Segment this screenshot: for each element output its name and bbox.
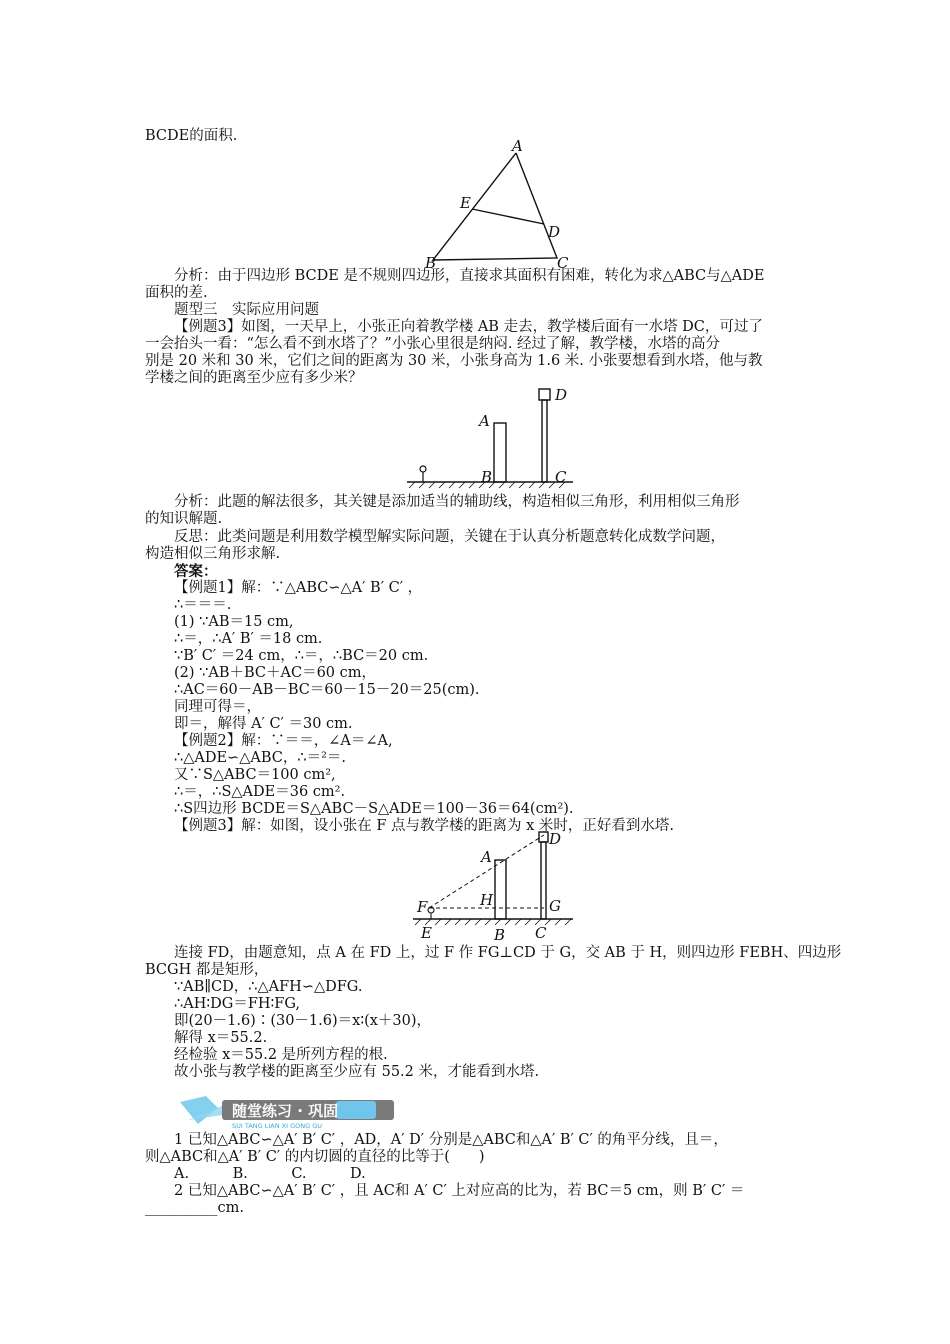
label-D: D [549, 830, 562, 848]
label-B: B [494, 926, 506, 942]
label-C: C [535, 924, 547, 942]
text-line: 分析：此题的解法很多，其关键是添加适当的辅助线，构造相似三角形，利用相似三角形 [174, 494, 740, 510]
text-line: BCGH 都是矩形， [145, 962, 269, 978]
answers-heading: 答案： [174, 563, 218, 580]
text-line: (1) ∵AB＝15 cm, [174, 614, 294, 630]
text-line: 同理可得＝， [174, 699, 261, 715]
answer-blank: __________cm. [145, 1200, 244, 1216]
text-line: 【例题3】解：如图，设小张在 F 点与教学楼的距离为 x 米时，正好看到水塔. [174, 818, 675, 834]
text-line: 【例题3】如图，一天早上，小张正向着教学楼 AB 走去，教学楼后面有一水塔 DC，可过了 [174, 319, 763, 335]
text-line: 【例题1】解：∵△ABC∽△A′ B′ C′ ， [174, 580, 423, 596]
label-C: C [555, 468, 567, 486]
text-line: 经检验 x＝55.2 是所列方程的根. [174, 1047, 388, 1063]
text-line: 即＝，解得 A′ C′ ＝30 cm. [174, 716, 353, 732]
text-line: 即(20－1.6)∶(30－1.6)＝x∶(x＋30)， [174, 1013, 432, 1029]
label-H: H [480, 891, 494, 909]
text-line: 反思：此类问题是利用数学模型解实际问题，关键在于认真分析题意转化成数学问题， [174, 529, 725, 545]
text-line: ∴AH∶DG＝FH∶FG, [174, 996, 301, 1012]
label-A: A [479, 412, 490, 430]
text-line: 解得 x＝55.2. [174, 1030, 268, 1046]
text-line: ∴＝，∴S△ADE＝36 cm². [174, 784, 346, 800]
label-C: C [557, 254, 569, 268]
text-line: ∴＝＝＝. [174, 597, 232, 613]
text-line: ∵B′ C′ ＝24 cm，∴＝，∴BC＝20 cm. [174, 648, 429, 664]
text-line: 连接 FD，由题意知，点 A 在 FD 上，过 F 作 FG⊥CD 于 G，交 AB 于 H，则四边形 FEBH、四边形 [174, 945, 842, 961]
text-line: (2) ∵AB＋BC＋AC＝60 cm， [174, 665, 377, 681]
text-line: ∴＝，∴A′ B′ ＝18 cm. [174, 631, 323, 647]
text-line: 构造相似三角形求解. [145, 546, 281, 562]
label-D: D [555, 386, 568, 404]
solution-figure [405, 830, 590, 942]
text-line: ∵AB∥CD，∴△AFH∽△DFG. [174, 979, 363, 995]
text-line: 的知识解题. [145, 511, 223, 527]
text-line: 【例题2】解：∵＝＝，∠A＝∠A, [174, 733, 393, 749]
text-line: ∴△ADE∽△ABC，∴＝²＝. [174, 750, 346, 766]
text-line: ∴S四边形 BCDE＝S△ABC－S△ADE＝100－36＝64(cm²). [174, 801, 574, 817]
answer-options: A. B. C. D. [174, 1166, 366, 1182]
text-line: BCDE的面积. [145, 128, 238, 144]
text-line: 别是 20 米和 30 米，它们之间的距离为 30 米，小张身高为 1.6 米. 小张要想看到水塔，他与教 [145, 353, 763, 369]
text-line: 又∵S△ABC＝100 cm², [174, 767, 336, 783]
building-tower-figure [395, 383, 605, 493]
text-line: 面积的差. [145, 285, 208, 301]
label-F: F [417, 898, 428, 916]
question-1: 1 已知△ABC∽△A′ B′ C′ ，AD，A′ D′ 分别是△ABC和△A′ B′ C′ 的角平分线，且＝， [174, 1132, 728, 1148]
label-A: A [481, 848, 492, 866]
text-line: 分析：由于四边形 BCDE 是不规则四边形，直接求其面积有困难，转化为求△ABC与△ADE [174, 268, 765, 284]
banner-pinyin: SUI TANG LIAN XI GONG GU [232, 1122, 323, 1130]
banner-title: 随堂练习 · 巩固 [232, 1102, 339, 1120]
text-line: 则△ABC和△A′ B′ C′ 的内切圆的直径的比等于( ) [145, 1149, 485, 1165]
label-G: G [549, 897, 561, 915]
question-2: 2 已知△ABC∽△A′ B′ C′ ，且 AC和 A′ C′ 上对应高的比为，若 BC＝5 cm，则 B′ C′ ＝ [174, 1183, 745, 1199]
label-B: B [481, 468, 493, 486]
label-E: E [421, 924, 432, 942]
text-line: 学楼之间的距离至少应有多少米？ [145, 370, 363, 386]
label-A: A [512, 140, 523, 155]
text-line: 故小张与教学楼的距离至少应有 55.2 米，才能看到水塔. [174, 1064, 540, 1080]
triangle-figure [420, 140, 580, 268]
label-E: E [460, 194, 471, 212]
label-B: B [425, 254, 437, 268]
practice-banner [178, 1094, 400, 1130]
label-D: D [548, 223, 561, 241]
text-line: ∴AC＝60－AB－BC＝60－15－20＝25(cm). [174, 682, 480, 698]
text-line: 一会抬头一看：“怎么看不到水塔了？”小张心里很是纳闷. 经过了解，教学楼，水塔的高分 [145, 336, 721, 352]
section-heading: 题型三 实际应用问题 [174, 302, 319, 318]
